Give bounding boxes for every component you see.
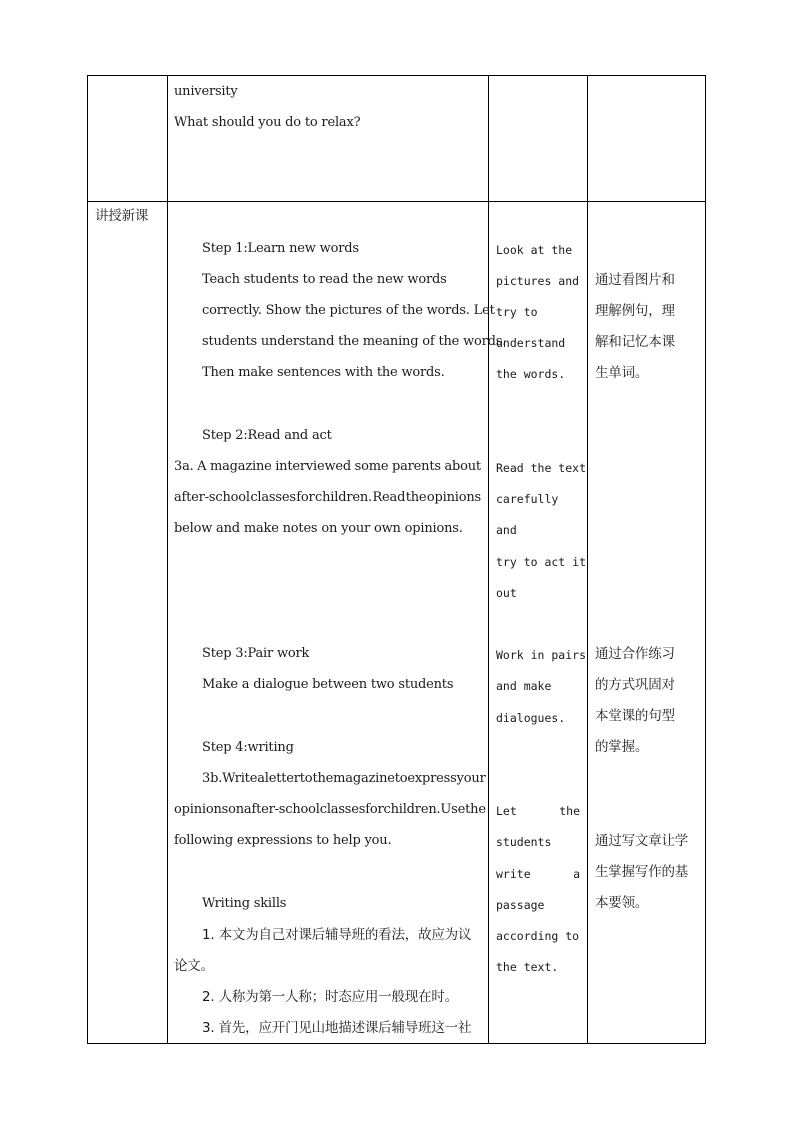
- column-divider-1: [167, 75, 168, 1044]
- table-border-top: [87, 75, 706, 76]
- intent-line: 的方式巩固对: [595, 677, 675, 693]
- content-line: 3. 首先，应开门见山地描述课后辅导班这一社: [202, 1020, 472, 1036]
- activity-line: Let the: [496, 804, 580, 818]
- content-line: below and make notes on your own opinions.: [174, 521, 463, 536]
- column-divider-2: [488, 75, 489, 1044]
- step-title: Step 1:Learn new words: [202, 241, 359, 256]
- activity-line: try to: [496, 305, 538, 319]
- intent-line: 的掌握。: [595, 739, 649, 755]
- content-line: 论文。: [174, 958, 214, 974]
- intent-line: 理解例句，理: [595, 303, 675, 319]
- step-title: Step 3:Pair work: [202, 646, 310, 661]
- activity-line: Look at the: [496, 243, 573, 257]
- content-line: after-school classes for children. Read the opinions: [174, 490, 481, 505]
- section-label: 讲授新课: [95, 208, 149, 224]
- content-line: Teach students to read the new words: [202, 272, 447, 287]
- intent-line: 通过合作练习: [595, 646, 675, 662]
- activity-line: Read the text: [496, 461, 587, 475]
- intent-line: 生单词。: [595, 365, 649, 381]
- intent-line: 本要领。: [595, 895, 649, 911]
- step-title: Writing skills: [202, 896, 287, 911]
- intent-line: 通过写文章让学: [595, 833, 689, 849]
- content-line: opinions on after-school classes for children. Use the: [174, 802, 486, 817]
- row-divider: [87, 201, 706, 202]
- activity-line: write a: [496, 867, 580, 881]
- content-line: university: [174, 84, 238, 99]
- activity-line: try to act it: [496, 555, 587, 569]
- content-line: 3a. A magazine interviewed some parents about: [174, 459, 481, 474]
- intent-line: 本堂课的句型: [595, 708, 675, 724]
- activity-line: the text.: [496, 960, 559, 974]
- activity-line: Work in pairs: [496, 648, 587, 662]
- activity-line: pictures and: [496, 274, 580, 288]
- activity-line: understand: [496, 336, 566, 350]
- intent-line: 生掌握写作的基: [595, 864, 689, 880]
- content-line: correctly. Show the pictures of the words. Let: [202, 303, 495, 318]
- table-border-left: [87, 75, 88, 1044]
- content-line: 3b.Write a letter to the magazine to express your: [202, 771, 486, 786]
- activity-line: according to: [496, 929, 580, 943]
- content-line: students understand the meaning of the words.: [202, 334, 507, 349]
- step-title: Step 2:Read and act: [202, 428, 332, 443]
- activity-line: passage: [496, 898, 545, 912]
- activity-line: the words.: [496, 367, 566, 381]
- activity-line: students: [496, 835, 552, 849]
- table-border-right: [705, 75, 706, 1044]
- content-line: 2. 人称为第一人称；时态应用一般现在时。: [202, 989, 458, 1005]
- activity-line: and make: [496, 679, 552, 693]
- content-line: Make a dialogue between two students: [202, 677, 454, 692]
- column-divider-3: [587, 75, 588, 1044]
- activity-line: carefully: [496, 492, 559, 506]
- content-line: What should you do to relax?: [174, 115, 361, 130]
- activity-line: and: [496, 523, 517, 537]
- step-title: Step 4:writing: [202, 740, 294, 755]
- intent-line: 解和记忆本课: [595, 334, 675, 350]
- intent-line: 通过看图片和: [595, 272, 675, 288]
- content-line: Then make sentences with the words.: [202, 365, 445, 380]
- activity-line: out: [496, 586, 517, 600]
- content-line: 1. 本文为自己对课后辅导班的看法，故应为议: [202, 927, 472, 943]
- table-border-bottom: [87, 1043, 706, 1044]
- activity-line: dialogues.: [496, 711, 566, 725]
- content-line: following expressions to help you.: [174, 833, 392, 848]
